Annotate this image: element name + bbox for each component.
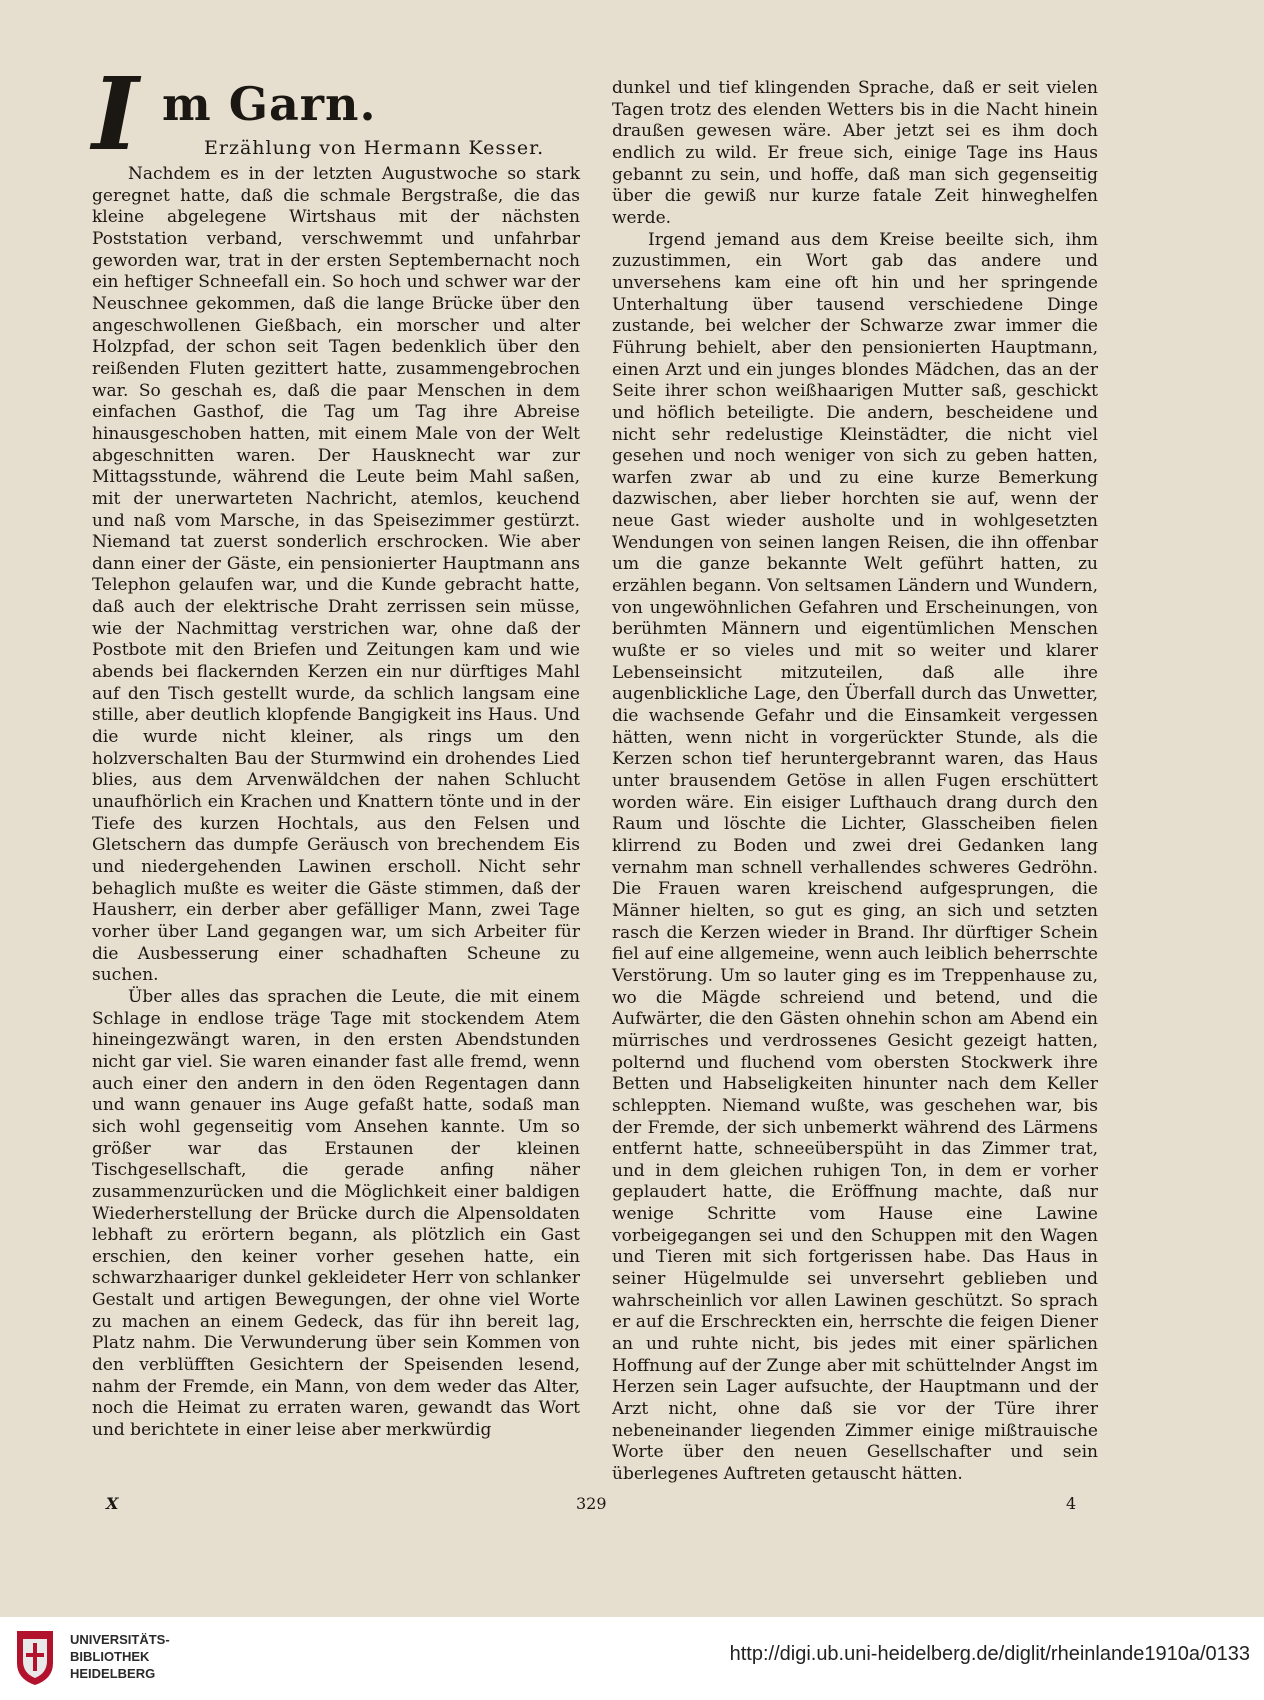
paragraph: Nachdem es in der letzten Augustwoche so stark geregnet hatte, daß die schmale Bergstraße, die das kleine abgelegene Wirtshaus mit der nächsten Poststation verband, verschwemmt und unfahrbar geworden war, trat in der ersten Septembernacht noch ein heftiger Schneefall ein. So hoch und schwer war der Neuschnee gekommen, daß die lange Brücke über den angeschwollenen Gießbach, ein morscher und alter Holzpfad, der schon seit Tagen bedenklich über den reißenden Fluten gezittert hatte, zusammengebrochen war. So geschah es, daß die paar Menschen in dem einfachen Gasthof, die Tag um Tag ihre Abreise hinausgeschoben hatten, mit einem Male von der Welt abgeschnitten waren. Der Hausknecht war zur Mittagsstunde, während die Leute beim Mahl saßen, mit der unerwarteten Nachricht, atemlos, keuchend und naß vom Marsche, in das Speisezimmer gestürzt. Niemand tat zuerst sonderlich erschrocken. Wie aber dann einer der Gäste, ein pensionierter Hauptmann ans Telephon gelaufen war, und die Kunde gebracht hatte, daß auch der elektrische Draht zerrissen sein müsse, wie der Nachmittag verstrichen war, ohne daß der Postbote mit den Briefen und Zeitungen kam und wie abends bei flackernden Kerzen ein nur dürftiges Mahl auf den Tisch gestellt wurde, da schlich langsam eine stille, aber deutlich klopfende Bangigkeit ins Haus. Und die wurde nicht kleiner, als rings um den holzverschalten Bau der Sturmwind ein drohendes Lied blies, aus dem Arvenwäldchen der nahen Schlucht unaufhörlich ein Krachen und Knattern tönte und in der Tiefe des kurzen Hochtals, aus den Felsen und Gletschern das dumpfe Geräusch von brechendem Eis und niedergehenden Lawinen erscholl. Nicht sehr behaglich mußte es weiter die Gäste stimmen, daß der Hausherr, ein derber aber gefälliger Mann, zwei Tage vorher über Land gegangen war, um sich Arbeiter für die Ausbesserung einer schadhaften Scheune zu suchen. <box>92 164 580 986</box>
gathering-number: 4 <box>1066 1494 1077 1513</box>
signature-mark: X <box>106 1494 119 1513</box>
text-column-right <box>612 78 1098 1486</box>
article-subtitle: Erzählung von Hermann Kesser. <box>204 137 545 159</box>
paragraph: dunkel und tief klingenden Sprache, daß er seit vielen Tagen trotz des elenden Wetters bis in die Nacht hinein draußen gewesen wäre. Aber jetzt sei es ihm doch endlich zu wild. Er freue sich, einige Tage ins Haus gebannt zu sein, und hoffe, daß man sich gegenseitig über die gewiß nur kurze fatale Zeit hinweghelfen werde. <box>612 78 1098 228</box>
library-name-line: HEIDELBERG <box>70 1666 156 1681</box>
page-number: 329 <box>576 1494 607 1513</box>
article-heading <box>92 55 592 173</box>
drop-cap: I <box>92 55 139 173</box>
paragraph: Irgend jemand aus dem Kreise beeilte sich, ihm zuzustimmen, ein Wort gab das andere und unversehens kam eine oft hin und her springende Unterhaltung über tausend verschiedene Dinge zustande, bei welcher der Schwarze zwar immer die Führung behielt, aber den pensionierten Hauptmann, einen Arzt und ein junges blondes Mädchen, das an der Seite ihrer schon weißhaarigen Mutter saß, geschickt und höflich beteiligte. Die andern, bescheidene und nicht sehr redelustige Kleinstädter, die nicht viel gesehen und noch weniger von sich zu geben hatten, warfen zwar ab und zu eine kurze Bemerkung dazwischen, aber lieber horchten sie auf, wenn der neue Gast wieder ausholte und in wohlgesetzten Wendungen von seinen langen Reisen, die ihn offenbar um die ganze bekannte Welt geführt hatten, zu erzählen begann. Von seltsamen Ländern und Wundern, von ungewöhnlichen Gefahren und Erscheinungen, von berühmten Männern und eigentümlichen Menschen wußte er so vieles und mit so weiter und klarer Lebenseinsicht mitzuteilen, daß alle ihre augenblickliche Lage, den Überfall durch das Unwetter, die wachsende Gefahr und die Einsamkeit vergessen hätten, wenn nicht in vorgerückter Stunde, als die Kerzen schon tief heruntergebrannt waren, das Haus unter brausendem Getöse in allen Fugen erschüttert worden wäre. Ein eisiger Lufthauch drang durch den Raum und löschte die Lichter, Glasscheiben fielen klirrend zu Boden und zwei drei Gedanken lang vernahm man schnell verhallendes schweres Gedröhn. Die Frauen waren kreischend aufgesprungen, die Männer hielten, so gut es ging, an sich und setzten rasch die Kerzen wieder in Brand. Ihr dürftiger Schein fiel auf eine allgemeine, wenn auch leiblich beherrschte Verstörung. Um so lauter ging es im Treppenhause zu, wo die Mägde schreiend und betend, und die Aufwärter, die den Gästen ohnehin schon am Abend ein mürrisches und verdrossenes Gesicht gezeigt hatten, polternd und fluchend vom obersten Stockwerk ihre Betten und Habseligkeiten hinunter nach dem Keller schleppten. Niemand wußte, was geschehen war, bis der Fremde, der sich unbemerkt während des Lärmens entfernt hatte, schneeüberspüht in das Zimmer trat, und in dem gleichen ruhigen Ton, in dem er vorher geplaudert hatte, die Eröffnung machte, daß nur wenige Schritte vom Hause eine Lawine vorbeigegangen sei und den Schuppen mit den Wagen und Tieren mit sich fortgerissen habe. Das Haus in seiner Hügelmulde sei unversehrt geblieben und wahrscheinlich vor allen Lawinen geschützt. So sprach er auf die Erschreckten ein, herrschte die feigen Diener an und ruhte nicht, bis jedes mit einer spärlichen Hoffnung auf der Zunge aber mit schüttelnder Angst im Herzen sein Lager aufsuchte, der Hauptmann und der Arzt nicht, ohne daß sie vor der Türe ihrer nebeneinander liegenden Zimmer einige mißtrauische Worte über den neuen Gesellschafter und sein überlegenes Auftreten getauscht hätten. <box>612 229 1098 1484</box>
university-seal-icon <box>14 1627 56 1687</box>
permalink-url[interactable]: http://digi.ub.uni-heidelberg.de/diglit/rheinlande1910a/0133 <box>729 1643 1250 1665</box>
paragraph: Über alles das sprachen die Leute, die mit einem Schlage in endlose träge Tage mit stockendem Atem hineingezwängt waren, in den ersten Abendstunden nicht gar viel. Sie waren einander fast alle fremd, wenn auch einer den andern in den öden Regentagen dann und wann genauer ins Auge gefaßt hatte, sodaß man sich wohl gegenseitig vom Ansehen kannte. Um so größer war das Erstaunen der kleinen Tischgesellschaft, die gerade anfing näher zusammenzurücken und die Möglichkeit einer baldigen Wiederherstellung der Brücke durch die Alpensoldaten lebhaft zu erörtern begann, als plötzlich ein Gast erschien, den keiner vorher gesehen hatte, ein schwarzhaariger dunkel gekleideter Herr von schlanker Gestalt und artigen Bewegungen, der ohne viel Worte zu machen an einem Gedeck, das für ihn bereit lag, Platz nahm. Die Verwunderung über sein Kommen von den verblüfften Gesichtern der Speisenden lesend, nahm der Fremde, ein Mann, von dem weder das Alter, noch die Heimat zu erraten waren, gewandt das Wort und berichtete in einer leise aber merkwürdig <box>92 986 580 1441</box>
text-column-left <box>92 164 580 1442</box>
library-name <box>70 1631 170 1682</box>
article-title: m Garn. <box>162 77 377 131</box>
library-name-line: BIBLIOTHEK <box>70 1649 150 1664</box>
library-name-line: UNIVERSITÄTS- <box>70 1632 170 1647</box>
digitization-footer <box>0 1617 1264 1700</box>
